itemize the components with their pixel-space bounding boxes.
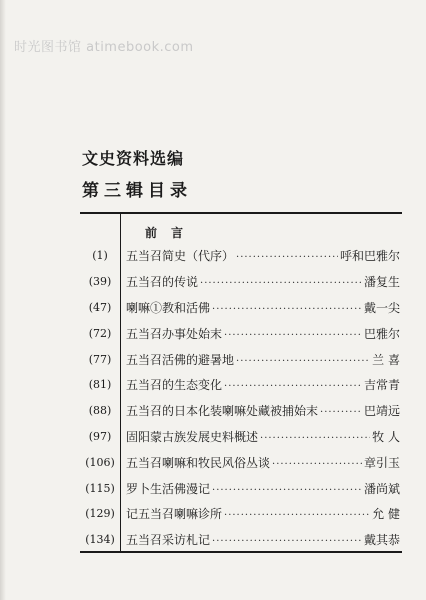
toc-entry (120, 376, 402, 393)
toc-author: 巴雅尔 (363, 326, 400, 341)
toc-page-number: (88) (88, 404, 112, 418)
leader-dots (212, 536, 362, 547)
toc-row (80, 449, 402, 475)
toc-page-number: (129) (85, 507, 115, 521)
toc-author: 吉常青 (363, 378, 400, 393)
leader-dots (200, 278, 362, 289)
toc-title: 五当召的生态变化 (126, 378, 223, 393)
top-rule (80, 212, 402, 214)
toc-title: 五当召简史（代序） (126, 249, 235, 264)
toc-page-number: (1) (92, 249, 108, 263)
toc-entry (120, 402, 402, 419)
toc-row (80, 243, 402, 269)
page-spine-shadow (0, 0, 6, 600)
toc-author: 牧 人 (372, 429, 400, 444)
leader-dots (224, 330, 362, 341)
toc-row (80, 475, 402, 501)
toc-row (80, 295, 402, 321)
toc-page-number: (77) (88, 352, 112, 366)
toc-entry (120, 454, 402, 471)
leader-dots (320, 407, 362, 418)
toc-row (80, 372, 402, 398)
toc-page-number: (47) (88, 300, 112, 314)
toc-entry (120, 247, 402, 264)
toc-entry (120, 531, 402, 548)
toc-author: 允 健 (372, 507, 400, 522)
leader-dots (272, 459, 362, 470)
toc-title: 五当召的传说 (126, 275, 199, 290)
toc-page-number: (81) (88, 378, 112, 392)
toc-list (80, 243, 402, 553)
toc-author: 戴其恭 (363, 533, 400, 548)
leader-dots (224, 381, 362, 392)
toc-author: 呼和巴雅尔 (339, 249, 400, 264)
toc-title: 五当召办事处始末 (126, 326, 223, 341)
toc-entry (120, 325, 402, 342)
toc-title: 喇嘛①教和活佛 (126, 300, 211, 315)
toc-row (80, 320, 402, 346)
toc-entry (120, 351, 402, 368)
toc-entry (120, 299, 402, 316)
toc-title: 罗卜生活佛漫记 (126, 481, 211, 496)
toc-page-number: (106) (85, 455, 115, 469)
toc-entry (120, 505, 402, 522)
toc-title: 记五当召喇嘛诊所 (126, 507, 223, 522)
leader-dots (224, 510, 370, 521)
toc-row (80, 527, 402, 553)
toc-row (80, 269, 402, 295)
toc-page-number: (72) (88, 326, 112, 340)
toc-entry (120, 273, 402, 290)
toc-author: 兰 喜 (372, 352, 400, 367)
leader-dots (236, 252, 338, 263)
leader-dots (260, 433, 370, 444)
toc-author: 潘尚斌 (363, 481, 400, 496)
toc-row (80, 398, 402, 424)
toc-title: 五当召喇嘛和牧民风俗丛谈 (126, 455, 271, 470)
toc-row (80, 346, 402, 372)
preface-heading: 前言 (145, 226, 198, 240)
leader-dots (212, 304, 362, 315)
issue-title: 第三辑目录 (82, 181, 192, 201)
series-title: 文史资料选编 (82, 149, 185, 168)
toc-page-number: (39) (88, 275, 112, 289)
toc-entry (120, 428, 402, 445)
toc-page-number: (97) (88, 429, 112, 443)
leader-dots (212, 485, 362, 496)
toc-author: 潘复生 (363, 275, 400, 290)
toc-entry (120, 480, 402, 497)
toc-page-number: (115) (85, 481, 115, 495)
toc-row (80, 424, 402, 450)
watermark: 时光图书馆 atimebook.com (14, 40, 194, 55)
toc-title: 五当召采访札记 (126, 533, 211, 548)
toc-page-number: (134) (85, 533, 115, 547)
toc-author: 戴一尖 (363, 300, 400, 315)
toc-author: 巴靖远 (363, 404, 400, 419)
toc-title: 固阳蒙古族发展史料概述 (126, 429, 259, 444)
toc-row (80, 501, 402, 527)
toc-title: 五当召的日本化装喇嘛处藏被捕始末 (126, 404, 319, 419)
leader-dots (236, 356, 370, 367)
toc-author: 章引玉 (363, 455, 400, 470)
toc-title: 五当召活佛的避暑地 (126, 352, 235, 367)
bottom-rule (80, 551, 402, 553)
